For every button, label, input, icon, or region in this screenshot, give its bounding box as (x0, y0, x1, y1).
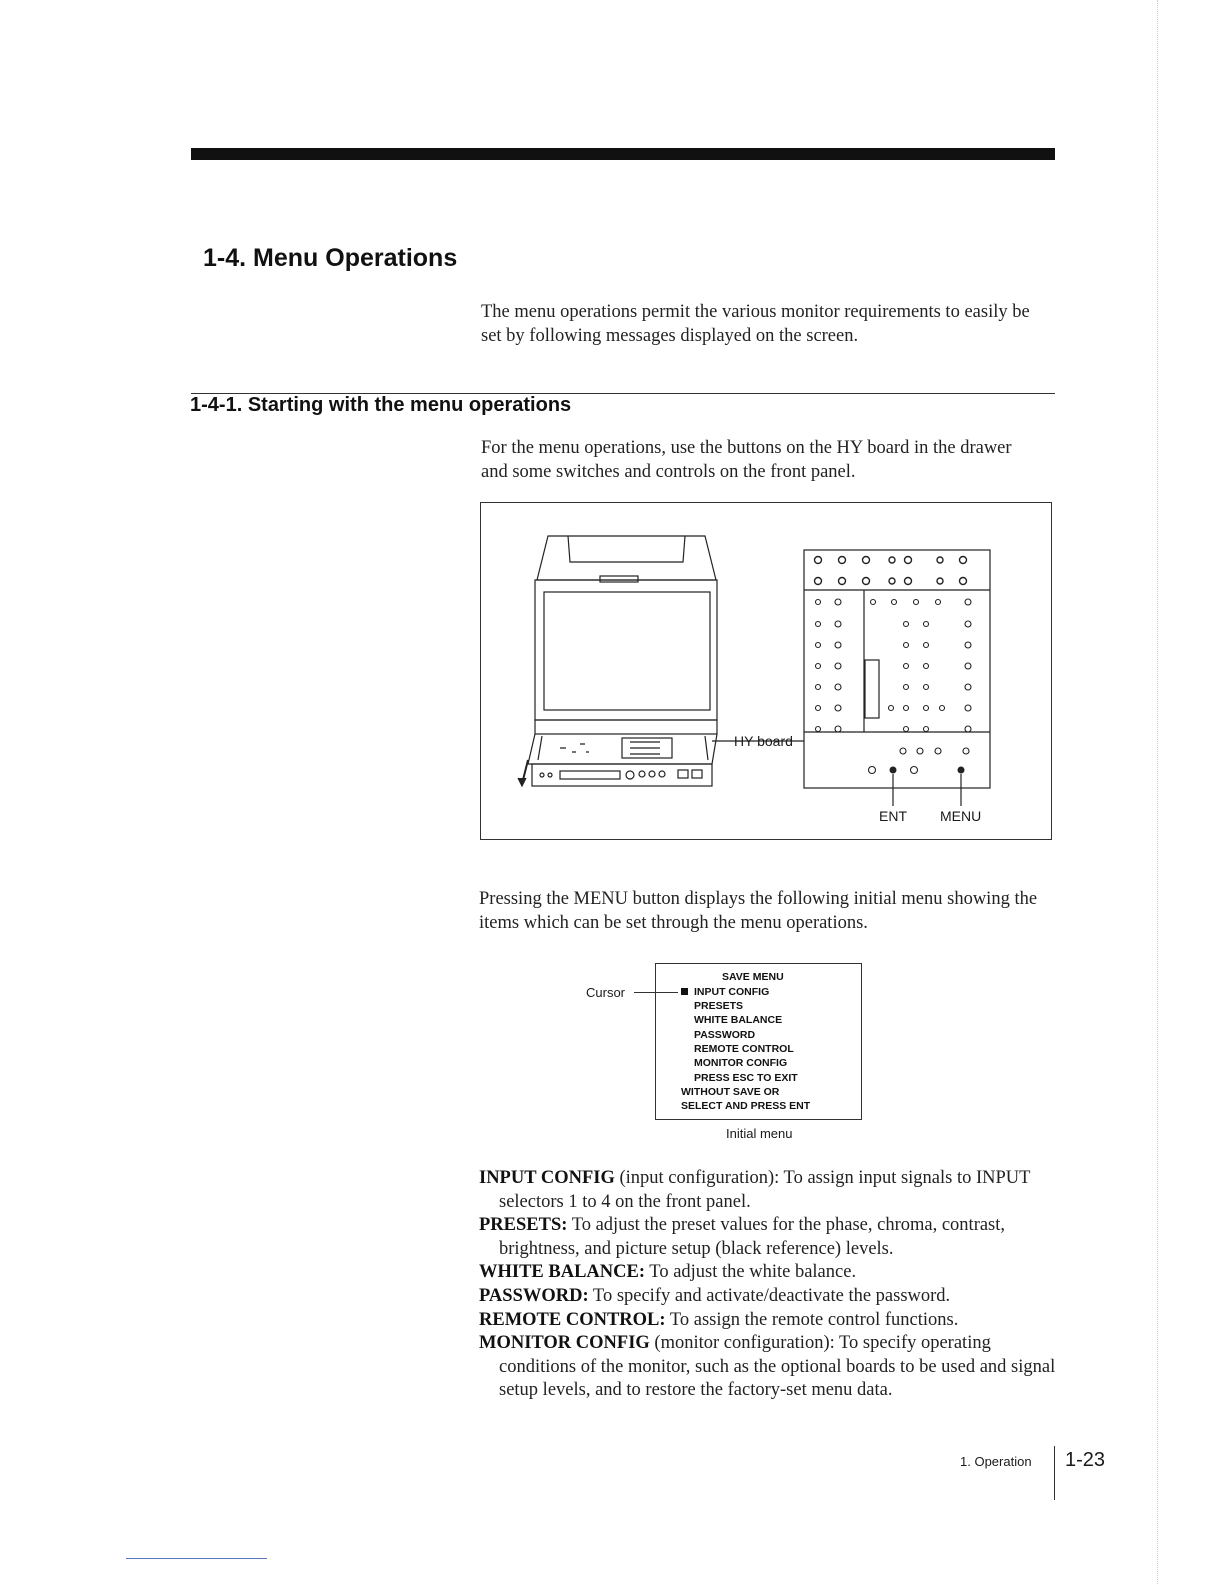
definition-list (479, 1167, 1059, 1403)
menu-line-select-ent: SELECT AND PRESS ENT (681, 1100, 811, 1112)
definition-term: INPUT CONFIG (479, 1168, 615, 1188)
monitor-hy-board-illustration (480, 502, 1052, 840)
section-title-text: Menu Operations (253, 244, 458, 272)
bottom-rule (126, 1558, 267, 1559)
definition-item (479, 1167, 1059, 1214)
definition-text: To adjust the preset values for the phase, chroma, contrast, brightness, and picture setup (black reference) levels. (499, 1215, 1006, 1259)
menu-line-remote-control: REMOTE CONTROL (694, 1043, 794, 1055)
definition-term: PASSWORD: (479, 1285, 589, 1306)
menu-line-press-esc: PRESS ESC TO EXIT (694, 1072, 798, 1084)
cursor-square-icon (681, 988, 688, 995)
definition-text: To specify and activate/deactivate the password. (588, 1285, 951, 1306)
menu-line-monitor-config: MONITOR CONFIG (694, 1057, 788, 1069)
menu-button-icon (958, 767, 965, 774)
subsection-title (190, 394, 571, 417)
menu-label: MENU (940, 808, 982, 824)
cursor-label: Cursor (586, 985, 626, 1000)
definition-term: REMOTE CONTROL: (479, 1309, 666, 1330)
definition-text: To assign the remote control functions. (665, 1309, 959, 1330)
page-number: 1-23 (1065, 1449, 1106, 1471)
definition-text: To adjust the white balance. (645, 1262, 857, 1283)
top-rule (191, 148, 1055, 160)
footer-section-label: 1. Operation (960, 1454, 1032, 1469)
definition-text: (monitor configuration): To specify operating conditions of the monitor, such as the optional boards to be used and signal setup levels, and to restore the factory-set menu data. (499, 1333, 1056, 1401)
definition-item (479, 1285, 1059, 1309)
menu-line-white-balance: WHITE BALANCE (694, 1014, 783, 1026)
definition-term: PRESETS: (479, 1215, 568, 1236)
definition-text: (input configuration): To assign input signals to INPUT selectors 1 to 4 on the front panel. (499, 1168, 1031, 1212)
definition-term: MONITOR CONFIG (479, 1333, 650, 1354)
section-title (203, 244, 457, 273)
definition-item (479, 1261, 1059, 1285)
menu-line-password: PASSWORD (694, 1029, 756, 1041)
ent-label: ENT (879, 808, 907, 824)
menu-line-save-menu: SAVE MENU (722, 971, 784, 983)
menu-line-input-config: INPUT CONFIG (694, 986, 770, 998)
subsection-number: 1-4-1. (190, 394, 243, 416)
menu-line-without-save: WITHOUT SAVE OR (681, 1086, 780, 1098)
figure-caption: Initial menu (726, 1126, 793, 1141)
menu-line-presets: PRESETS (694, 1000, 744, 1012)
definition-item (479, 1309, 1059, 1333)
footer-divider (1054, 1446, 1055, 1500)
definition-item (479, 1332, 1059, 1403)
subsection-title-text: Starting with the menu operations (247, 394, 572, 416)
section-intro: The menu operations permit the various monitor requirements to easily be set by following messages displayed on the screen. (481, 302, 1030, 346)
subsection-intro: For the menu operations, use the buttons on the HY board in the drawer and some switches and controls on the front panel. (481, 438, 1012, 482)
menu-intro: Pressing the MENU button displays the following initial menu showing the items which can be set through the menu operations. (479, 889, 1038, 933)
scan-edge (1157, 0, 1159, 1584)
section-number: 1-4. (203, 244, 247, 272)
definition-item (479, 1214, 1059, 1261)
ent-button-icon (890, 767, 897, 774)
hy-board-label: HY board (734, 733, 793, 749)
definition-term: WHITE BALANCE: (479, 1262, 646, 1283)
